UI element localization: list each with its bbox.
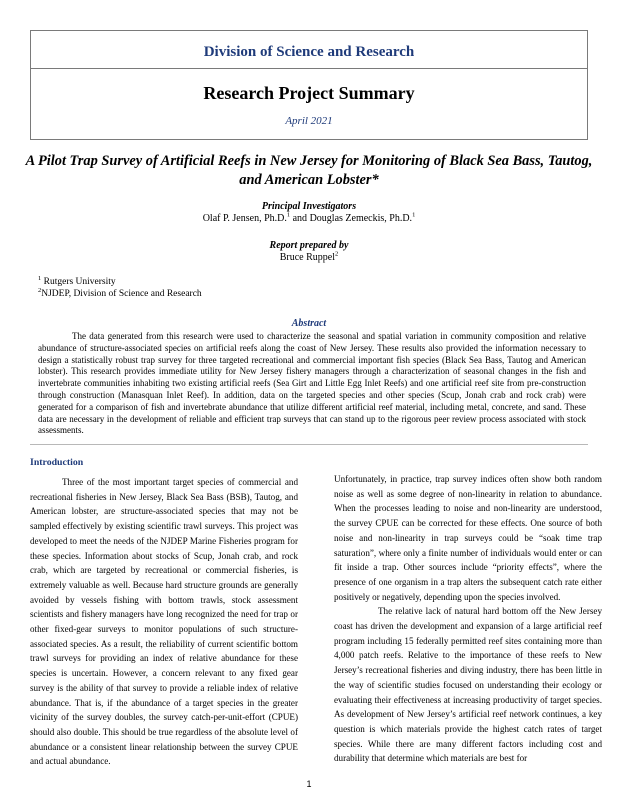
division-name: Division of Science and Research <box>203 44 415 60</box>
header-banner-top <box>31 31 587 69</box>
affiliation-1 <box>38 274 116 287</box>
abstract-text: The data generated from this research were used to characterize the seasonal and spatial variation in community composition and relative abundance of structure-associated species on artificial reefs along the coast of New Jersey. These results also provided the information necessary to design a statistically robust trap survey for three targeted recreational and commercial important fish species (Black Sea Bass, Tautog and American lobster). This research provides immediate utility for New Jersey fishery managers through a characterization of seasonal changes in the fish and invertebrate communities inhabiting two existing artificial reefs (Sea Girt and Little Egg Inlet Reefs) and one artificial reef site from pre-construction through construction (Manasquan Inlet Reef). In addition, data on the targeted species and other species (Scup, Jonah crab and rock crab) were generated for a comparison of fish and invertebrate abundance that utilize different artificial reef material, including metal, concrete, and sand. These data are necessary in the development of reliable and efficient trap surveys that can stand up to the rigorous peer review process associated with stock assessments. <box>38 331 586 436</box>
investigator-2-affiliation: 1 <box>412 211 416 219</box>
affiliation-2-text: NJDEP, Division of Science and Research <box>41 289 202 299</box>
report-date: April 2021 <box>285 115 333 127</box>
investigator-1-affiliation: 1 <box>286 211 291 219</box>
investigator-1: Olaf P. Jensen, Ph.D. <box>202 213 287 224</box>
investigators-names <box>0 213 618 224</box>
investigators-label: Principal Investigators <box>261 201 357 212</box>
preparer-affiliation: 2 <box>335 250 339 258</box>
affiliation-2-number: 2 <box>38 286 42 294</box>
affiliation-1-text: Rutgers University <box>41 277 116 287</box>
introduction-right-paragraph-2: The relative lack of natural hard bottom off the New Jersey coast has driven the development and expansion of a large artificial reef program including 15 federally permitted reef sites containing more than 4,000 patch reefs. Relative to the importance of these reefs to New Jersey’s recreational fisheries and diving industry, there has been little in the way of scientific studies focused on understanding their ecology or evaluating their effectiveness at increasing productivity of target species. As development of New Jersey’s artificial reef network continues, a key question is which materials provide the highest catch rates of target species. While there are many different factors including cost and durability that determine which materials are best for <box>334 606 602 764</box>
abstract-heading: Abstract <box>291 318 327 329</box>
prepared-by-label: Report prepared by <box>269 240 349 251</box>
investigators-conjunction: and <box>290 213 310 224</box>
affiliation-2 <box>38 286 202 299</box>
page-number: 1 <box>306 779 312 789</box>
section-divider <box>30 444 588 445</box>
summary-title: Research Project Summary <box>203 83 415 103</box>
introduction-left-column: Three of the most important target species of commercial and recreational fisheries in New Jersey, Black Sea Bass (BSB), Tautog, and American lobster, are structure-associated species that may not be sampled effectively by existing scientific trawl surveys. This project was developed to meet the needs of the NJDEP Marine Fisheries program for these species. Information about stocks of Scup, Jonah crab, and rock crab, which are targeted by recreational or commercial fisheries, is extremely valuable as well. Because hard structure grounds are generally avoided by vessels fishing with bottom trawls, stock assessment scientists and fishery managers have long recognized the need for trap or other fixed-gear surveys to monitor populations of such structure-associated species. As a result, the reliability of current scientific bottom trawl surveys for providing an index of relative abundance for these species is uncertain. However, a concern relevant to any fixed gear survey is the ability of that survey to provide a reliable index of relative abundance. That is, if the abundance of a target species in the greater vicinity of the survey doubles, the survey catch-per-unit-effort (CPUE) should also double. This should be true regardless of the absolute level of abundance or a consistent linear relationship between the survey CPUE and actual abundance. <box>30 477 298 767</box>
investigator-2: Douglas Zemeckis, Ph.D. <box>309 213 413 224</box>
prepared-by-name <box>0 252 618 263</box>
preparer-name: Bruce Ruppel <box>279 252 335 263</box>
paper-title: A Pilot Trap Survey of Artificial Reefs in New Jersey for Monitoring of Black Sea Bass, Tautog, and American Lobster* <box>25 153 593 188</box>
introduction-right-column <box>334 472 602 766</box>
introduction-right-paragraph-1: Unfortunately, in practice, trap survey indices often show both random noise as well as some degree of non-linearity in relation to abundance. When the processes leading to noise and non-linearity are understood, the survey CPUE can be corrected for these effects. One source of both noise and non-linearity in trap surveys could be “soak time trap saturation”, where only a finite number of individuals would enter or can fit inside a trap. Other sources include “priority effects”, where the presence of one organism in a trap alters the subsequent catch rate either positively or negatively, depending upon the species involved. <box>334 474 602 602</box>
introduction-heading: Introduction <box>30 457 84 468</box>
affiliation-1-number: 1 <box>38 274 42 282</box>
